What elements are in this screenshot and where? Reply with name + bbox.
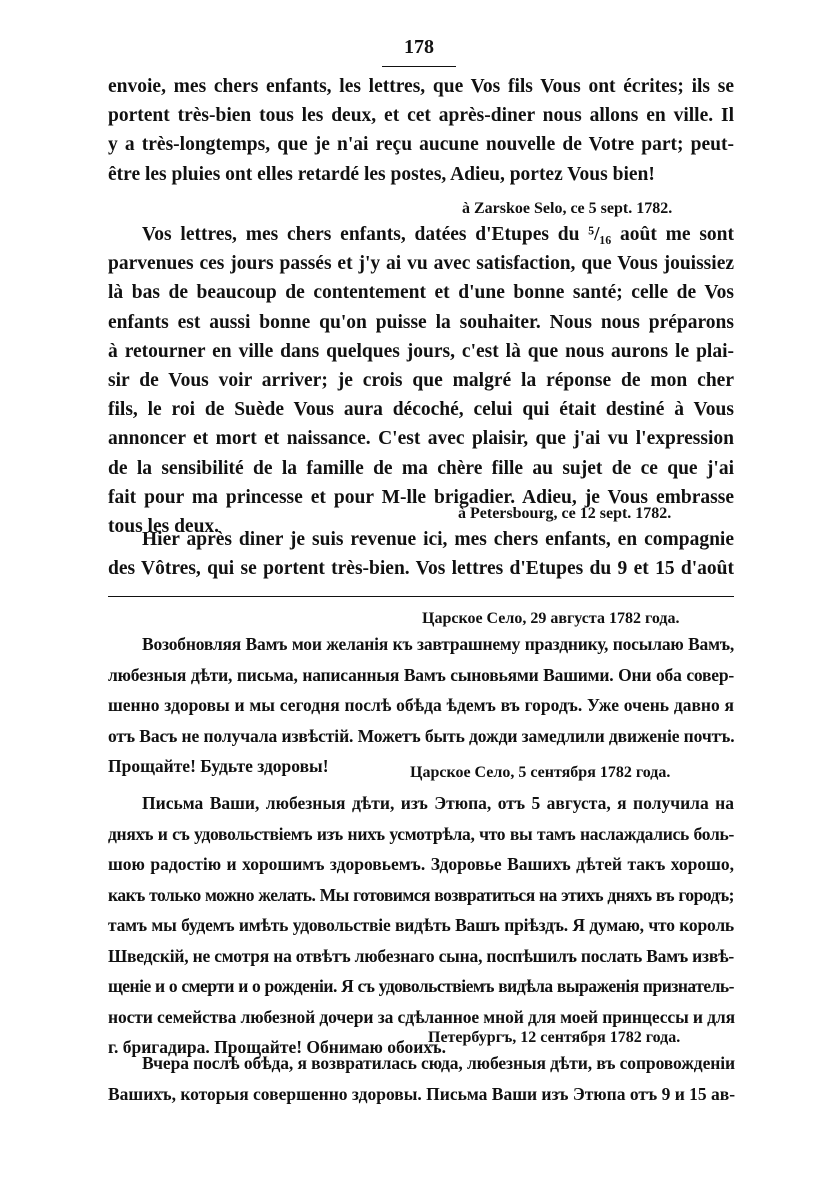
text-line: y a très-longtemps, que je n'ai reçu aucune nouvelle de Votre part; peut- bbox=[108, 134, 734, 156]
russian-paragraph-2 bbox=[108, 788, 734, 1063]
section-divider bbox=[108, 596, 734, 597]
text-line: des Vôtres, qui se portent très-bien. Vos lettres d'Etupes du 9 et 15 d'août bbox=[108, 558, 734, 580]
text-line: là bas de beaucoup de contentement et d'une bonne santé; celle de Vos bbox=[108, 282, 734, 304]
text-line: шою радостію и хорошимъ здоровьемъ. Здоровье Вашихъ дѣтей такъ хорошо, bbox=[108, 854, 734, 874]
text-line: шенно здоровы и мы сегодня послѣ обѣда ѣдемъ въ городъ. Уже очень давно я bbox=[108, 695, 734, 715]
russian-paragraph-1 bbox=[108, 629, 734, 782]
text-line: дняхъ и съ удовольствіемъ изъ нихъ усмотрѣла, что вы тамъ наслаждались боль- bbox=[108, 823, 734, 844]
text-line: Шведскій, не смотря на отвѣтъ любезнаго сына, поспѣшилъ послать Вамъ извѣ- bbox=[108, 945, 735, 966]
page-number: 178 bbox=[404, 36, 434, 58]
text-line: Письма Ваши, любезныя дѣти, изъ Этюпа, отъ 5 августа, я получила на bbox=[142, 793, 734, 813]
text-line: Вашихъ, которыя совершенно здоровы. Письма Ваши изъ Этюпа отъ 9 и 15 ав- bbox=[108, 1083, 736, 1104]
french-paragraph-2 bbox=[108, 220, 734, 541]
russian-paragraph-3 bbox=[108, 1048, 734, 1109]
text-line: tous les deux. bbox=[108, 516, 220, 538]
text-line: ности семейства любезной дочери за сдѣланное мной для моей принцессы и для bbox=[108, 1006, 736, 1027]
text-line: envoie, mes chers enfants, les lettres, que Vos fils Vous ont écrites; ils se bbox=[108, 76, 734, 97]
text-line: fils, le roi de Suède Vous aura décoché, celui qui était destiné à Vous bbox=[108, 399, 734, 421]
russian-dateline-2: Царское Село, 5 сентября 1782 года. bbox=[410, 764, 671, 781]
text-line: тамъ мы будемъ имѣть удовольствіе видѣть Вашъ пріѣздъ. Я думаю, что король bbox=[108, 915, 734, 935]
text-line: Vos lettres, mes chers enfants, datées d'Etupes du ⁵/₁₆ août me sont bbox=[142, 224, 734, 245]
text-line: fait pour ma princesse et pour M-lle brigadier. Adieu, je Vous embrasse bbox=[108, 486, 734, 508]
russian-dateline-3: Петербургъ, 12 сентября 1782 года. bbox=[428, 1029, 681, 1046]
french-dateline-zarskoe-selo: à Zarskoe Selo, ce 5 sept. 1782. bbox=[462, 200, 673, 217]
text-line: любезныя дѣти, письма, написанныя Вамъ сыновьями Вашими. Они оба совер- bbox=[108, 664, 734, 685]
text-line: г. бригадира. Прощайте! Обнимаю обоихъ. bbox=[108, 1037, 447, 1057]
french-paragraph-3 bbox=[108, 525, 734, 583]
french-paragraph-1 bbox=[108, 72, 734, 189]
text-line: être les pluies ont elles retardé les postes, Adieu, portez Vous bien! bbox=[108, 163, 655, 185]
text-line: parvenues ces jours passés et j'y ai vu avec satisfaction, que Vous jouissiez bbox=[108, 253, 734, 275]
page-number-rule bbox=[382, 66, 456, 67]
text-line: à retourner en ville dans quelques jours, c'est là que nous aurons le plai- bbox=[108, 340, 734, 362]
text-line: de la sensibilité de la famille de ma chère fille au sujet de ce que j'ai bbox=[108, 457, 734, 479]
text-line: enfants est aussi bonne qu'on puisse la souhaiter. Nous nous préparons bbox=[108, 311, 734, 333]
text-line: Прощайте! Будьте здоровы! bbox=[108, 756, 329, 776]
text-line: sir de Vous voir arriver; je crois que malgré la réponse de mon cher bbox=[108, 370, 734, 392]
text-line: Возобновляя Вамъ мои желанія къ завтрашнему празднику, посылаю Вамъ, bbox=[142, 634, 734, 654]
text-line: щеніе и о смерти и о рожденіи. Я съ удовольствіемъ видѣла выраженія признатель- bbox=[108, 976, 734, 996]
text-line: какъ только можно желать. Мы готовимся возвратиться на этихъ дняхъ въ городъ; bbox=[108, 884, 734, 905]
text-line: portent très-bien tous les deux, et cet après-diner nous allons en ville. Il bbox=[108, 105, 734, 127]
russian-dateline-1: Царское Село, 29 августа 1782 года. bbox=[422, 610, 680, 627]
text-line: Вчера послѣ обѣда, я возвратилась сюда, любезныя дѣти, въ сопровожденіи bbox=[142, 1053, 735, 1073]
text-line: Hier après diner je suis revenue ici, mes chers enfants, en compagnie bbox=[142, 529, 734, 550]
text-line: annoncer et mort et naissance. C'est avec plaisir, que j'ai vu l'expression bbox=[108, 428, 734, 450]
french-dateline-petersbourg: à Petersbourg, ce 12 sept. 1782. bbox=[458, 505, 672, 522]
text-line: отъ Васъ не получала извѣстій. Можетъ быть дожди замедлили движеніе почтъ. bbox=[108, 725, 735, 746]
